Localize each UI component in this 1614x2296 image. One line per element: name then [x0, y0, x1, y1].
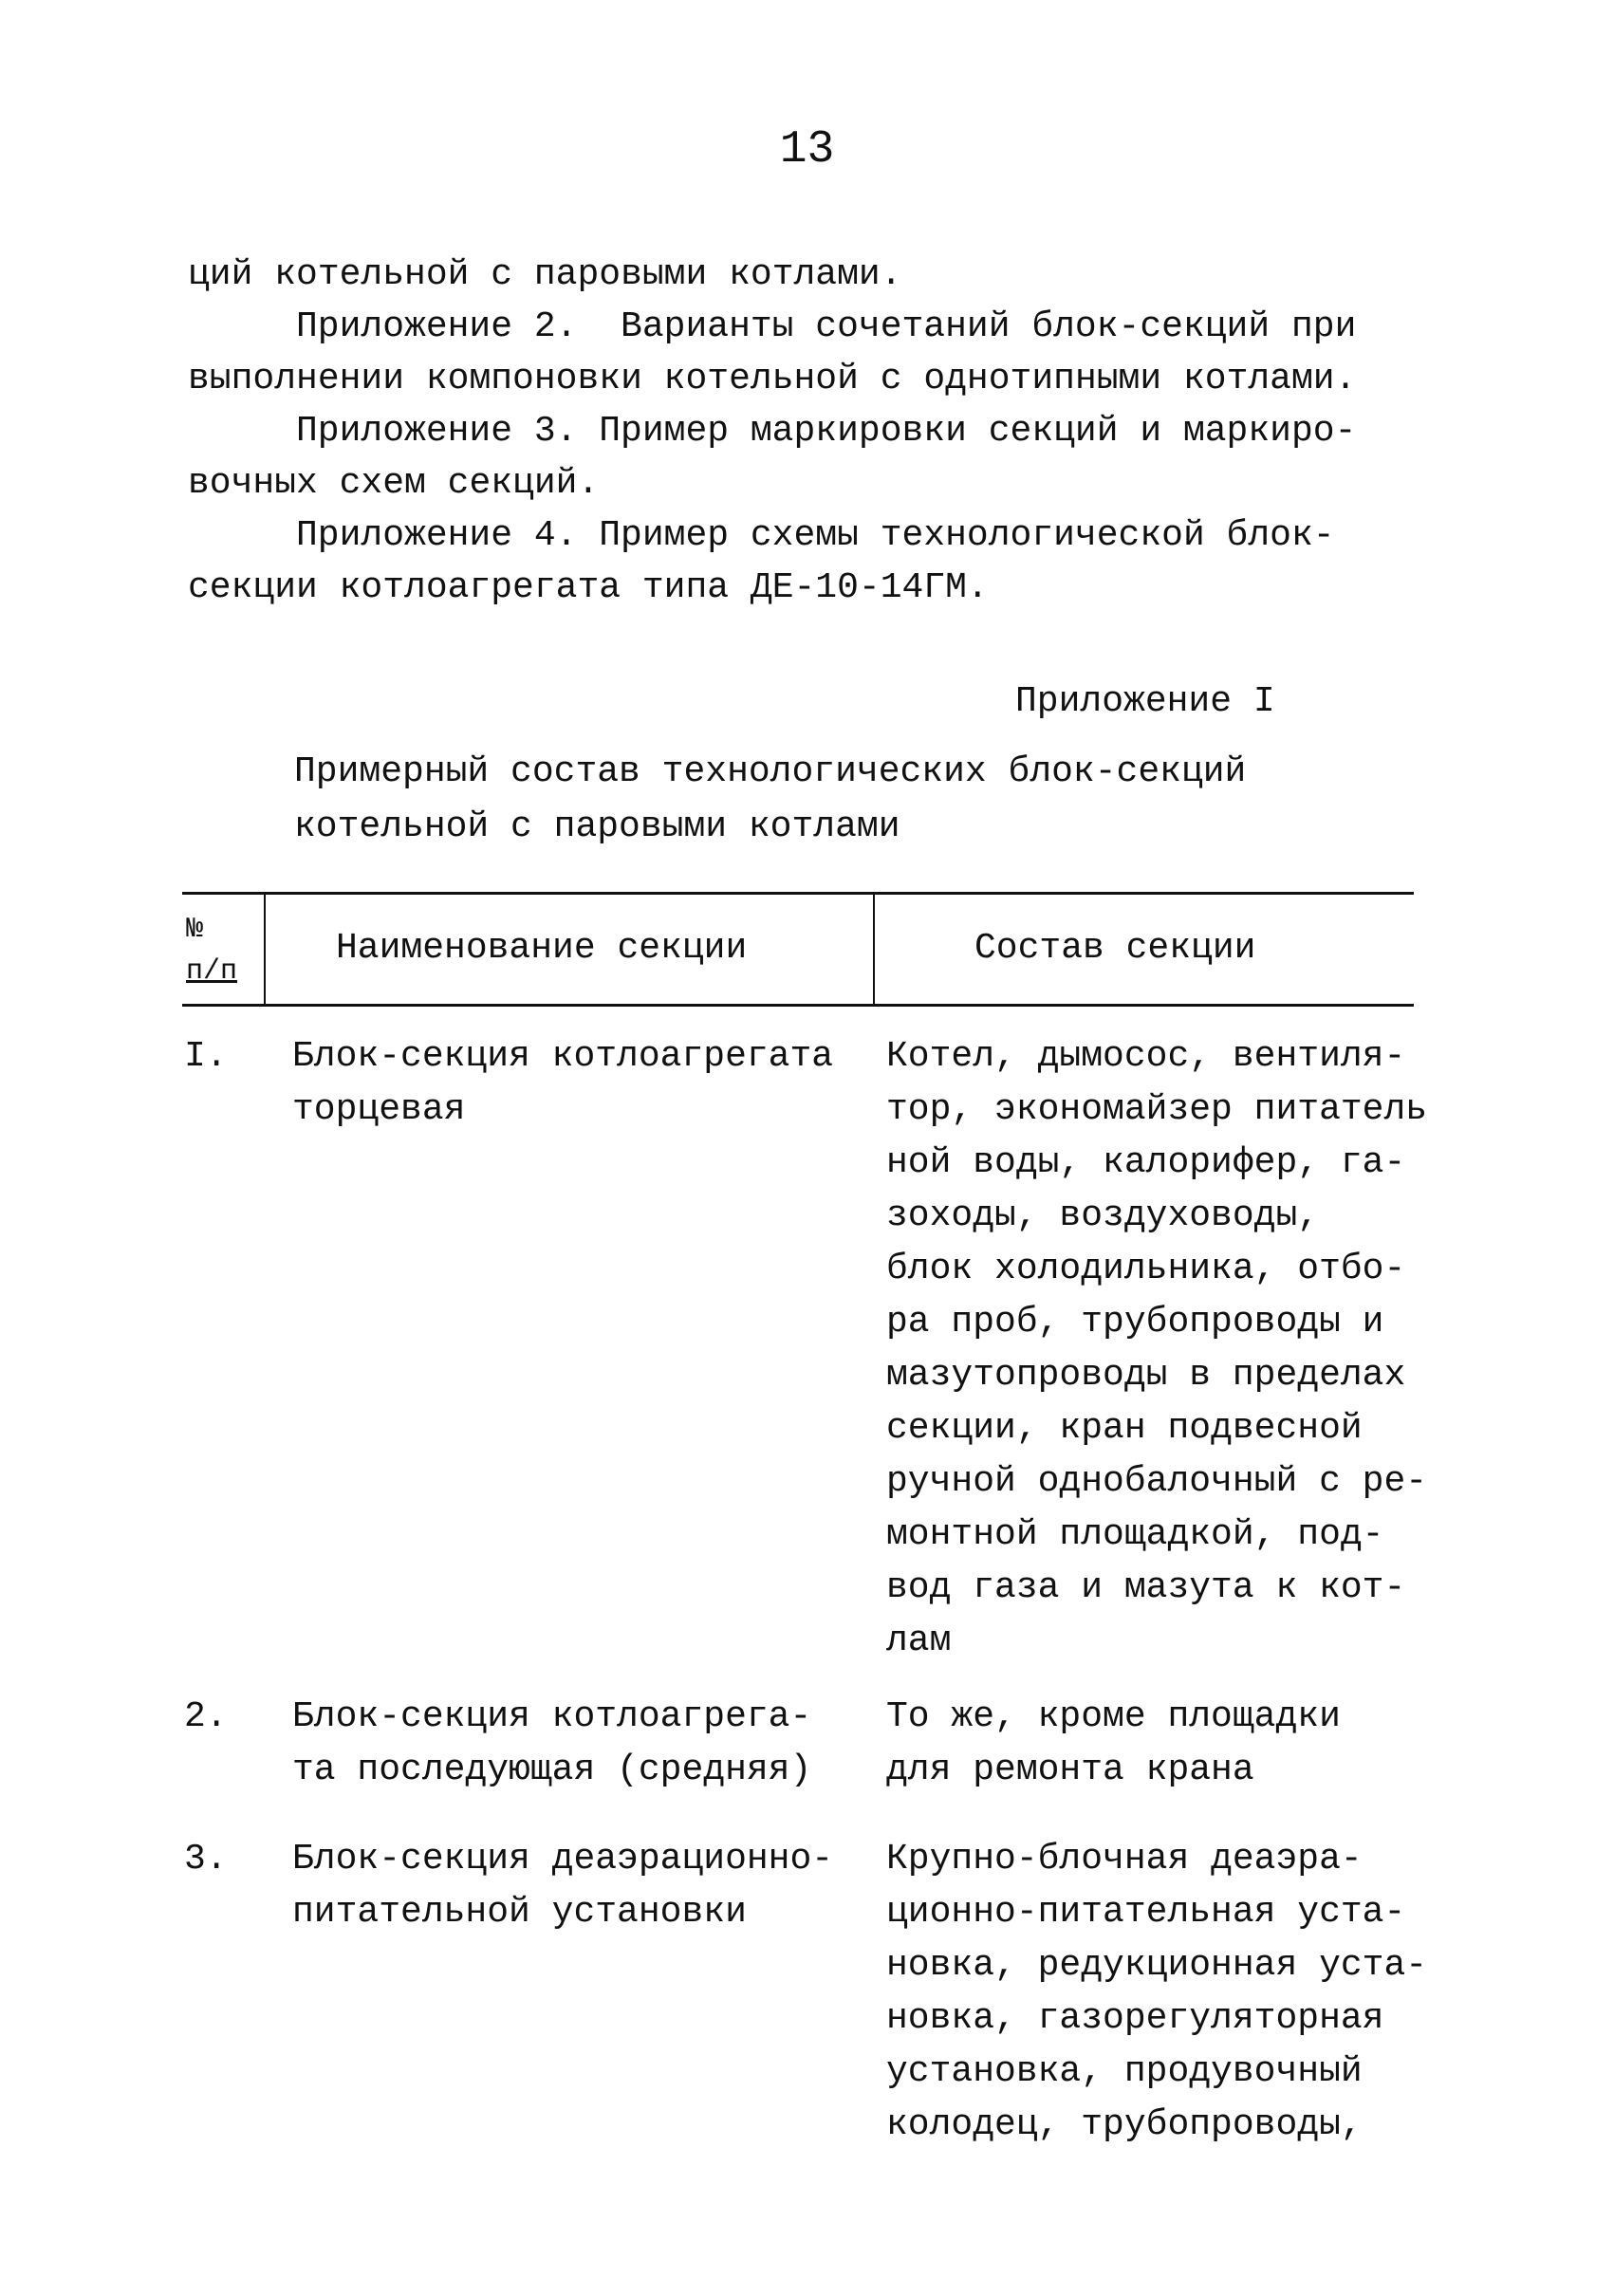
column-divider: [873, 892, 875, 1006]
row-number: I.: [184, 1036, 228, 1077]
intro-line: вочных схем секций.: [188, 463, 600, 504]
column-divider: [264, 892, 266, 1006]
row-name-line: питательной установки: [292, 1892, 747, 1933]
table-top-rule: [182, 892, 1414, 895]
row-comp-line: лам: [886, 1620, 952, 1661]
row-section-composition: [886, 1691, 1341, 1797]
appendix-title: [294, 745, 1246, 855]
header-number-sign: №: [186, 914, 204, 946]
header-section-composition: Состав секции: [974, 928, 1256, 969]
row-comp-line: То же, кроме площадки: [886, 1696, 1341, 1737]
intro-line: секции котлоагрегата типа ДЕ-10-14ГМ.: [188, 567, 989, 608]
row-number: 2.: [184, 1696, 228, 1737]
row-comp-line: установка, продувочный: [886, 2051, 1363, 2092]
table-header-rule: [182, 1004, 1414, 1007]
row-comp-line: колодец, трубопроводы,: [886, 2104, 1363, 2145]
appendix-label: Приложение I: [1015, 681, 1275, 722]
row-comp-line: ционно-питательная уста-: [886, 1892, 1406, 1933]
row-name-line: та последующая (средняя): [292, 1750, 812, 1790]
row-comp-line: Крупно-блочная деаэра-: [886, 1839, 1363, 1879]
row-section-name: [292, 1833, 833, 1939]
intro-text: [188, 249, 1421, 614]
header-number: [186, 909, 237, 992]
row-comp-line: монтной площадкой, под-: [886, 1514, 1384, 1555]
row-comp-line: ручной однобалочный с ре-: [886, 1461, 1428, 1502]
row-comp-line: Котел, дымосос, вентиля-: [886, 1036, 1406, 1077]
row-comp-line: новка, газорегуляторная: [886, 1998, 1384, 2039]
row-comp-line: тор, экономайзер питатель: [886, 1089, 1428, 1130]
row-comp-line: новка, редукционная уста-: [886, 1945, 1428, 1986]
row-comp-line: ной воды, калорифер, га-: [886, 1142, 1406, 1183]
intro-line: Приложение 3. Пример маркировки секций и маркиро-: [296, 411, 1357, 452]
row-comp-line: секции, кран подвесной: [886, 1408, 1363, 1449]
row-name-line: Блок-секция деаэрационно-: [292, 1839, 834, 1879]
header-number-pp: п/п: [186, 955, 238, 988]
row-comp-line: ра проб, трубопроводы и: [886, 1302, 1384, 1342]
row-name-line: Блок-секция котлоагрегата: [292, 1036, 834, 1077]
row-comp-line: для ремонта крана: [886, 1750, 1254, 1790]
row-section-composition: [886, 1833, 1427, 2152]
row-comp-line: вод газа и мазута к кот-: [886, 1567, 1406, 1608]
intro-line: Приложение 2. Варианты сочетаний блок-секций при: [296, 306, 1357, 347]
appendix-title-line: Примерный состав технологических блок-секций: [294, 751, 1247, 792]
intro-line: ций котельной с паровыми котлами.: [188, 254, 902, 295]
row-number: 3.: [184, 1839, 228, 1879]
intro-line: Приложение 4. Пример схемы технологической блок-: [296, 515, 1335, 556]
row-section-composition: [886, 1030, 1427, 1668]
row-comp-line: зоходы, воздуховоды,: [886, 1195, 1320, 1236]
appendix-title-line: котельной с паровыми котлами: [294, 806, 900, 847]
row-section-name: [292, 1030, 833, 1137]
row-section-name: [292, 1691, 811, 1797]
header-section-name: Наименование секции: [336, 928, 748, 969]
row-name-line: Блок-секция котлоагрега-: [292, 1696, 812, 1737]
row-comp-line: мазутопроводы в пределах: [886, 1355, 1406, 1396]
row-name-line: торцевая: [292, 1089, 466, 1130]
page-number: 13: [779, 124, 835, 176]
intro-line: выполнении компоновки котельной с однотипными котлами.: [188, 359, 1357, 399]
row-comp-line: блок холодильника, отбо-: [886, 1249, 1406, 1289]
